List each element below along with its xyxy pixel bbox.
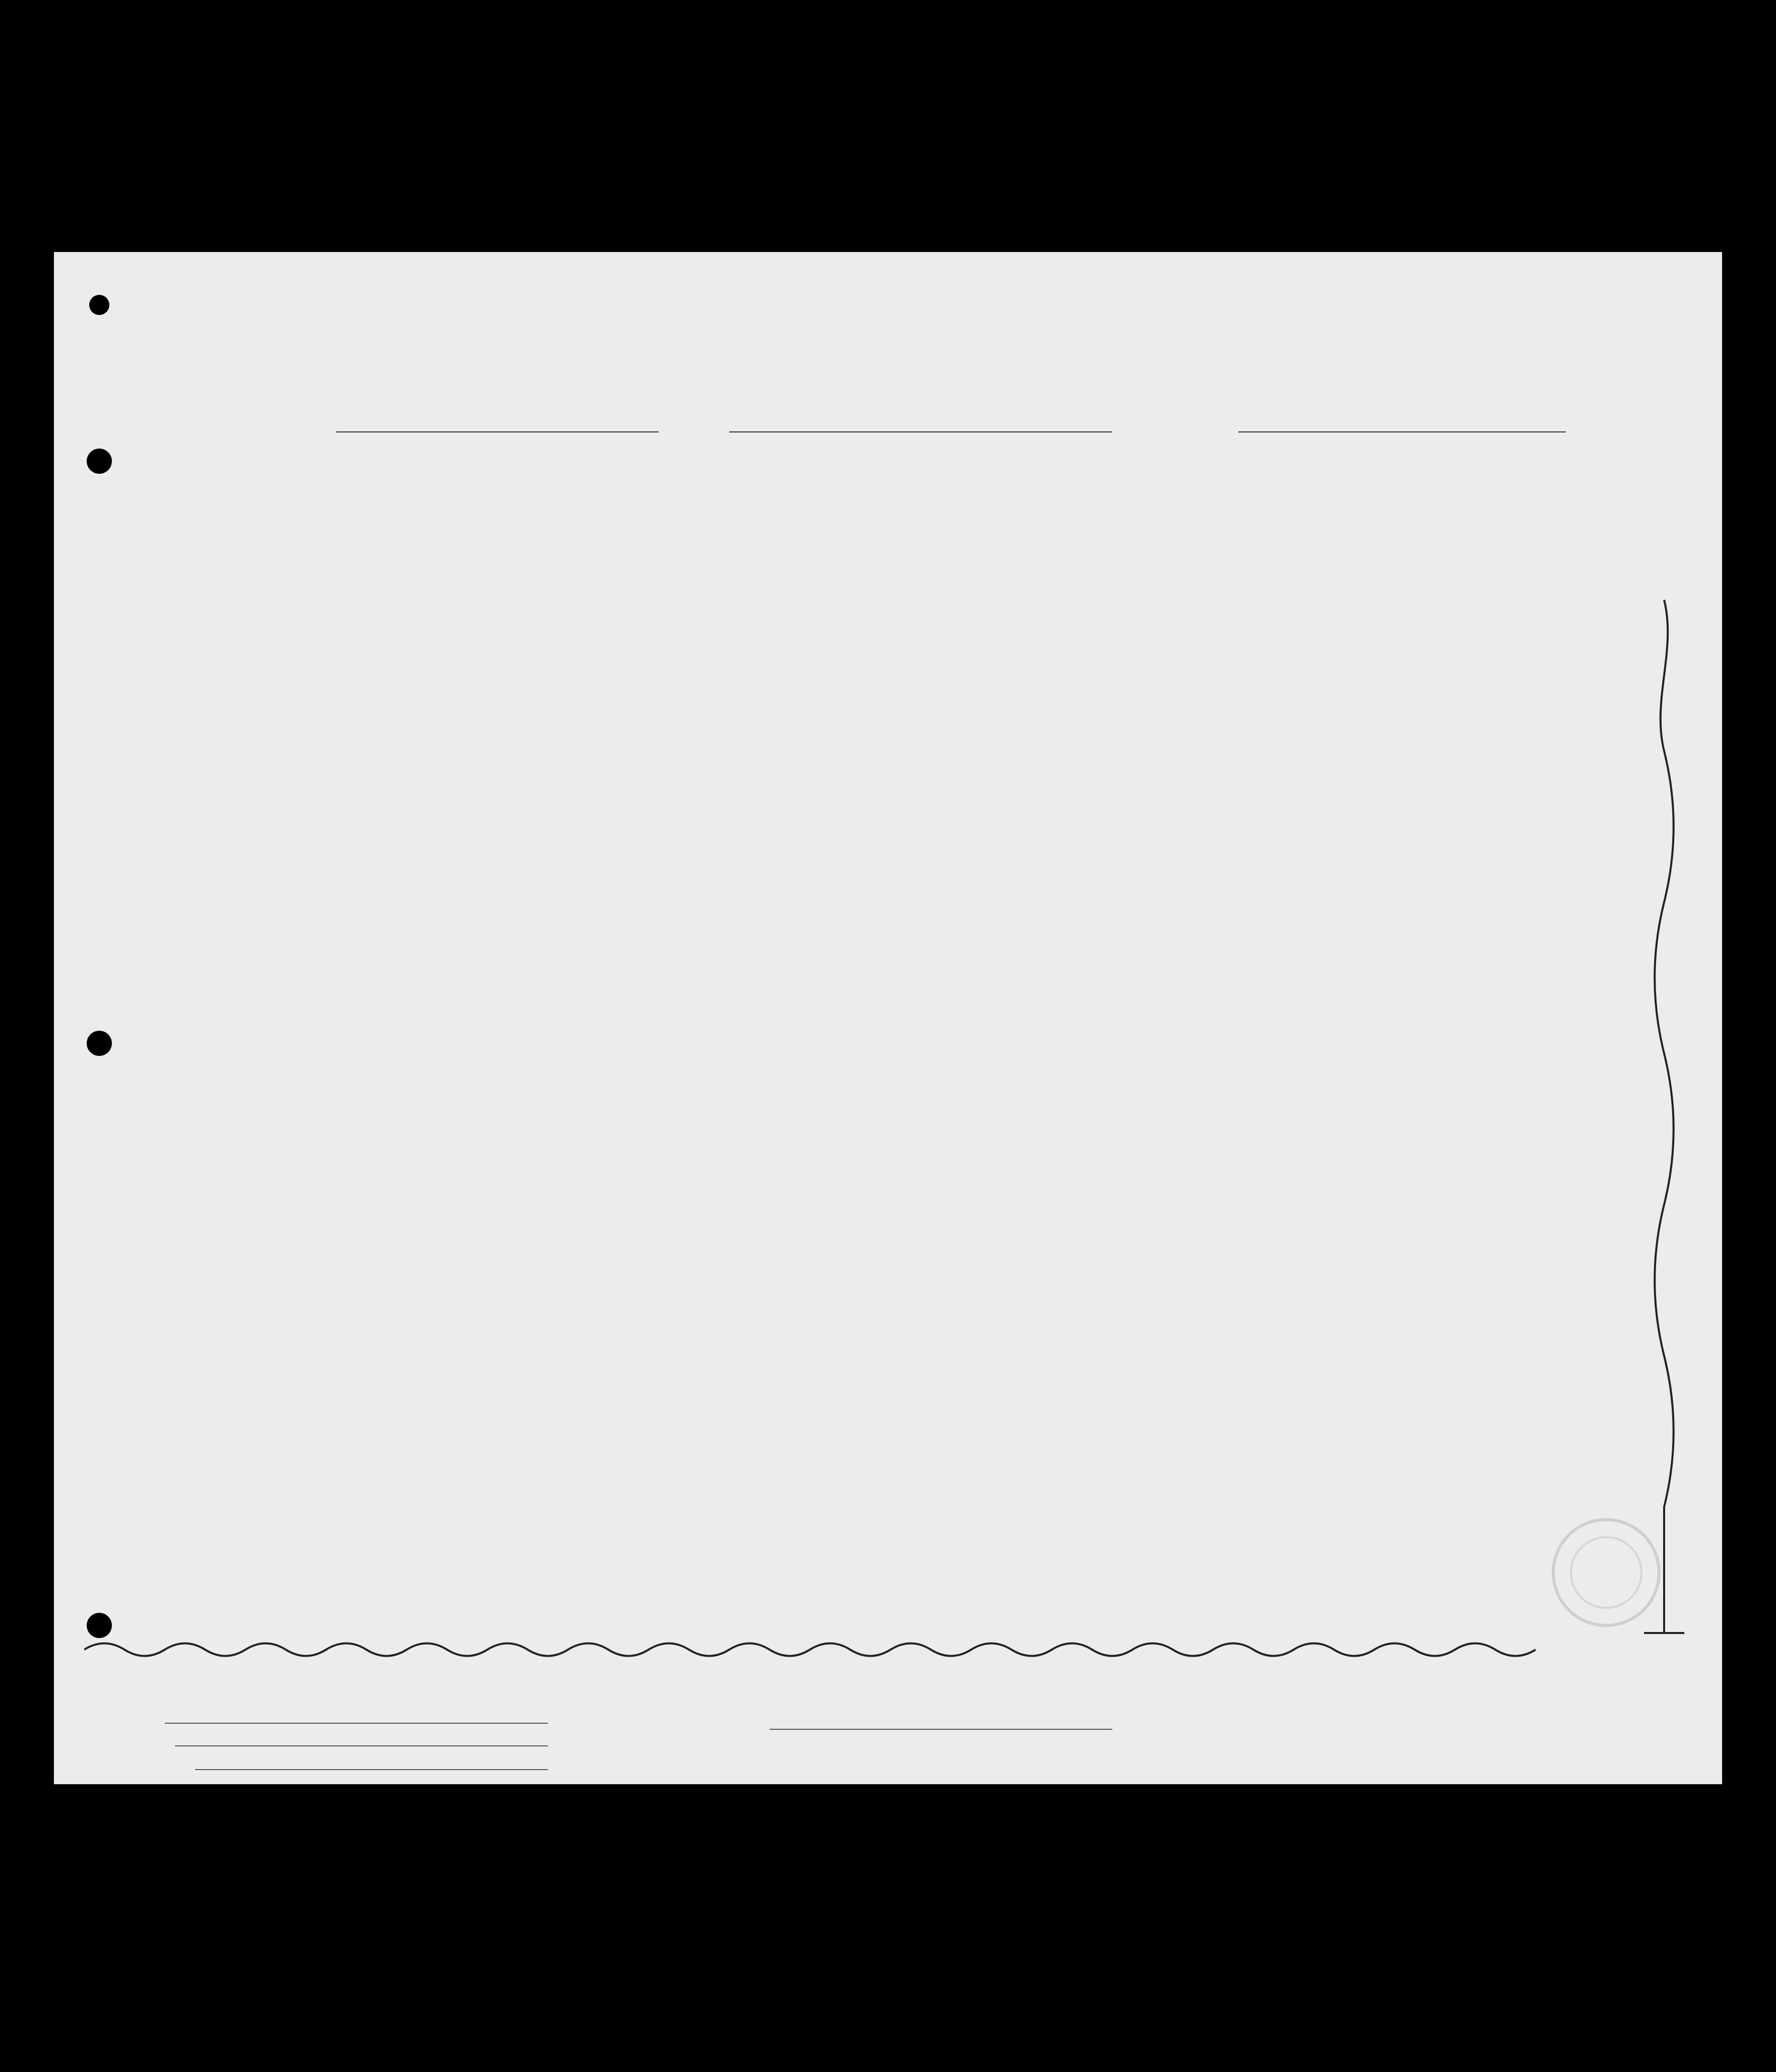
- closing-wavy-line: [84, 1632, 1556, 1667]
- arrival-month: [971, 414, 1112, 432]
- faded-stamp: [1546, 1507, 1667, 1638]
- punch-hole: [89, 295, 109, 315]
- crew-table: [54, 456, 1722, 1651]
- signature-underline: [770, 1729, 1112, 1730]
- line-underline: [165, 1723, 548, 1724]
- owners-underline: [175, 1745, 548, 1746]
- manifest-sheet: [54, 252, 1722, 1784]
- agents-underline: [195, 1769, 548, 1770]
- vessel-name: [336, 414, 659, 432]
- arriving-at: [729, 414, 971, 432]
- vessel-line: [301, 414, 1621, 434]
- port-name: [1238, 414, 1566, 432]
- film-edge-text: [20, 15, 1754, 55]
- action-bracket: [1641, 600, 1687, 1653]
